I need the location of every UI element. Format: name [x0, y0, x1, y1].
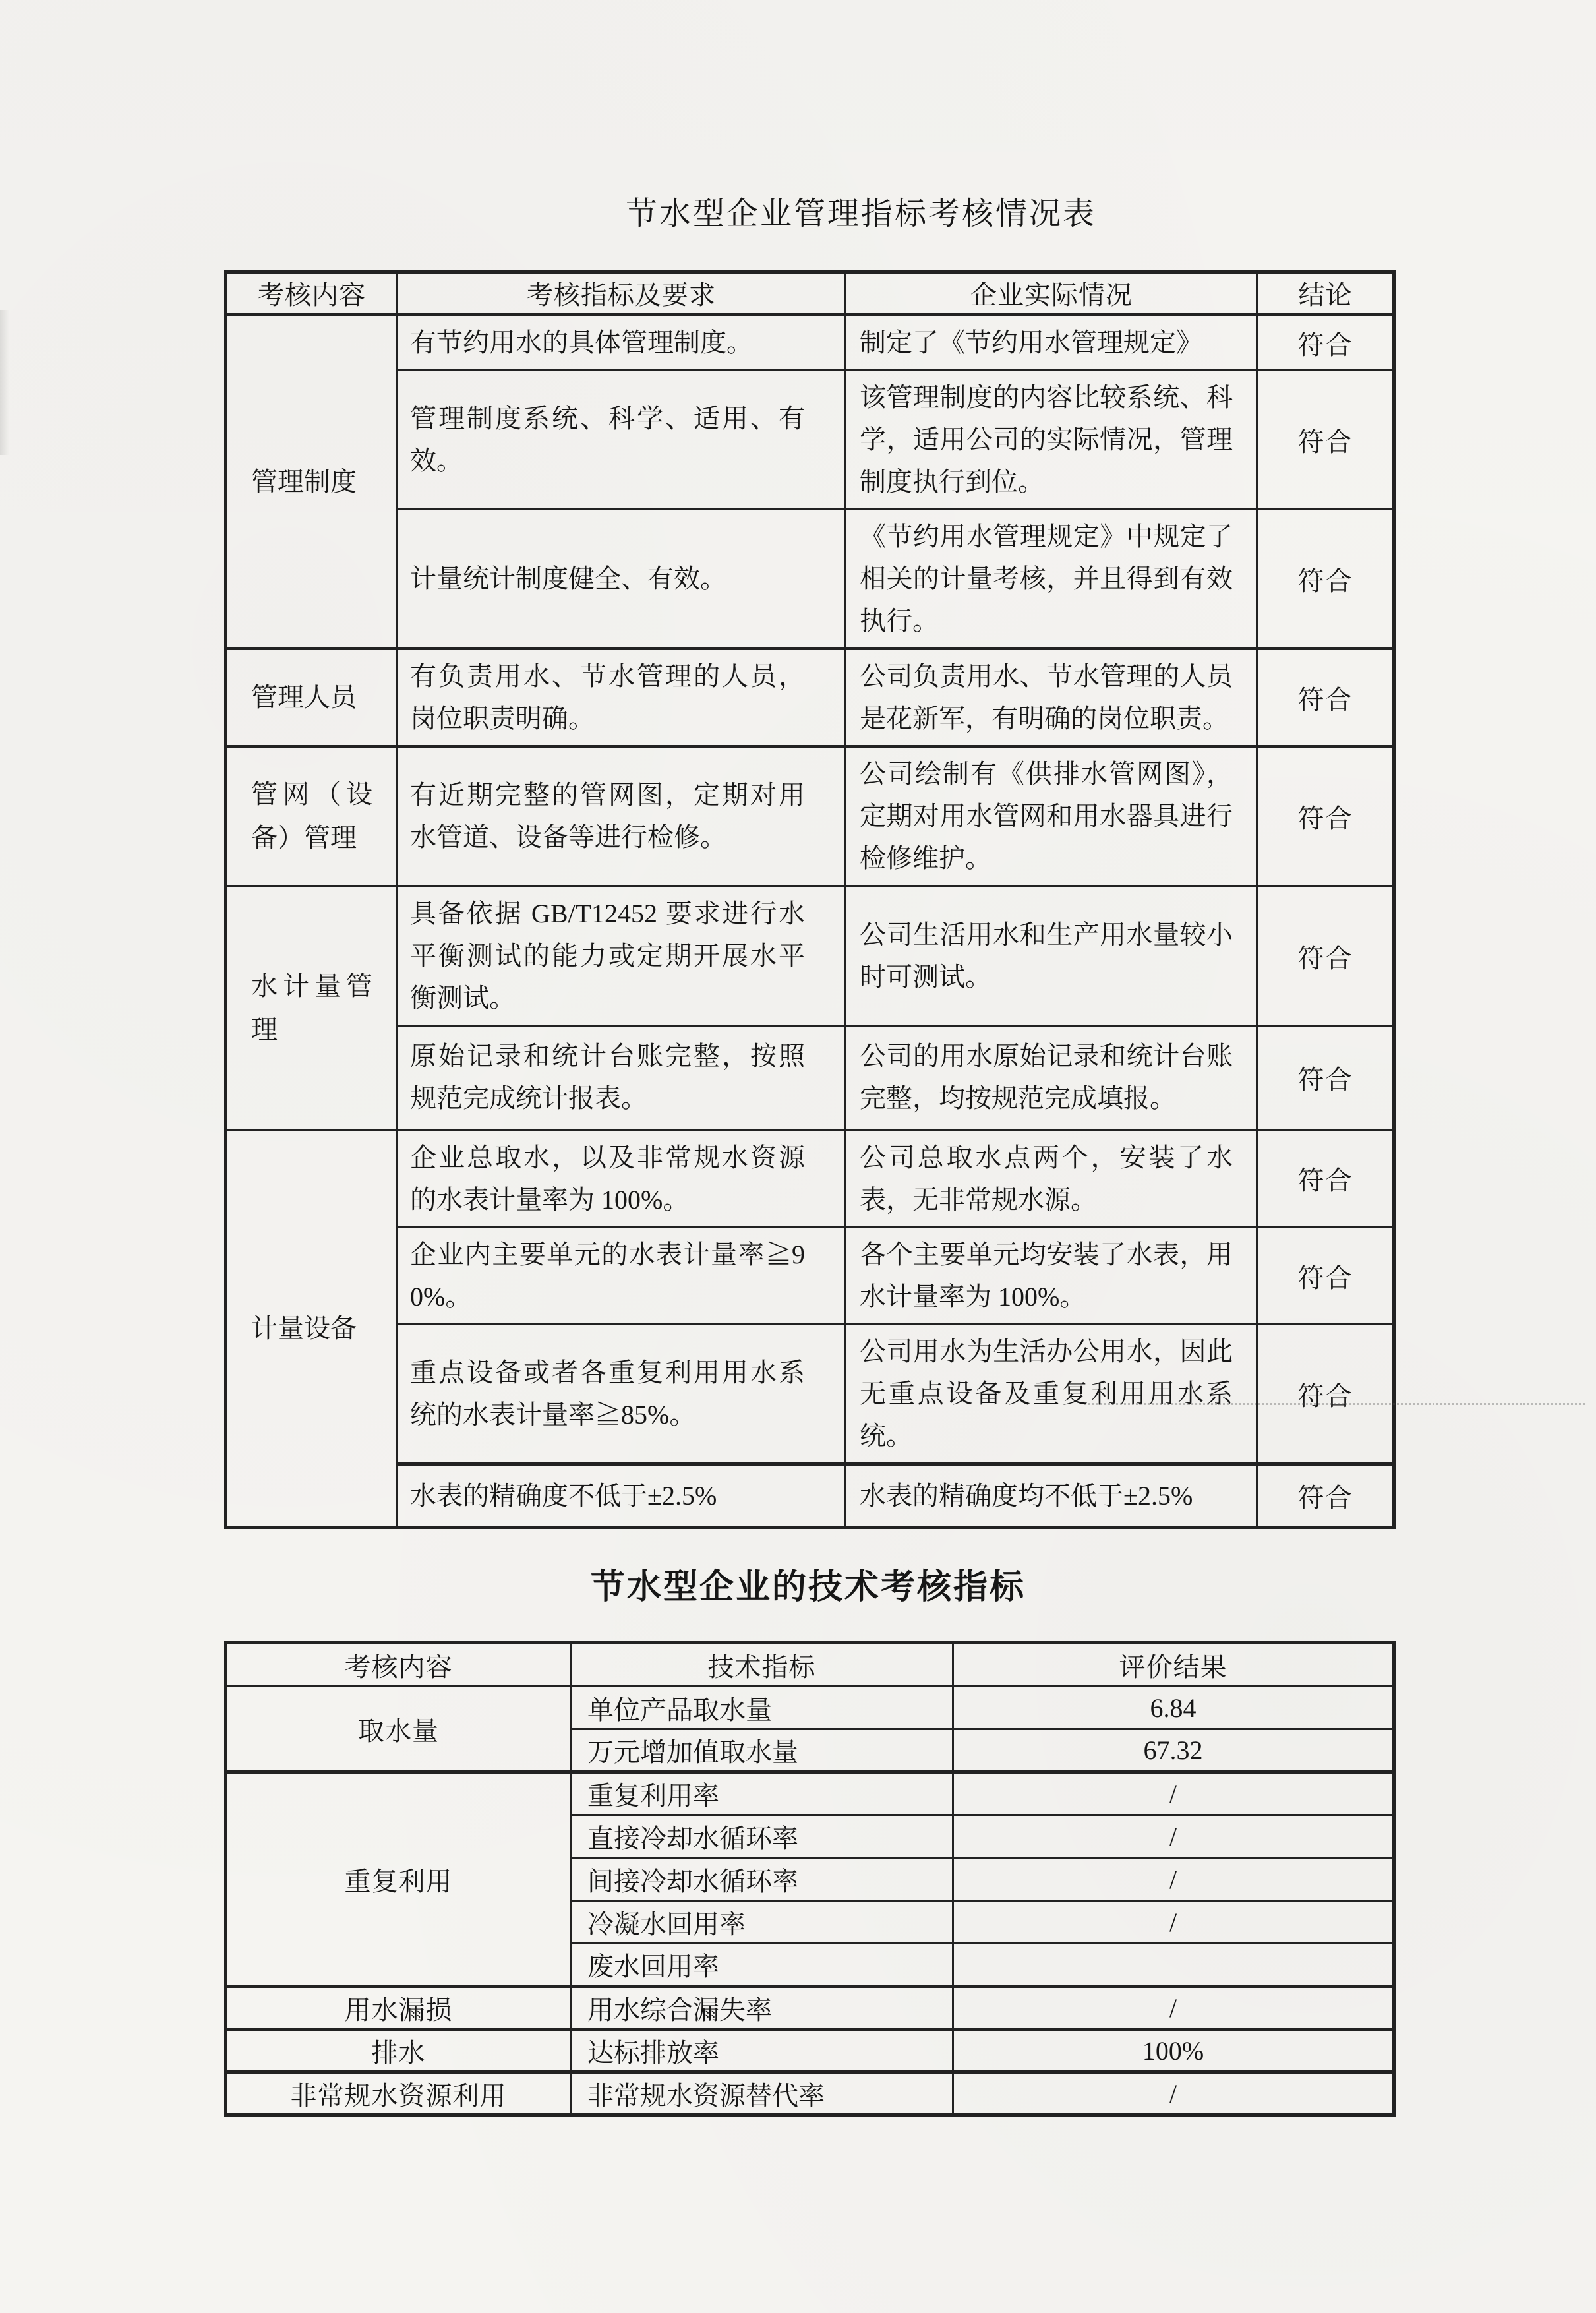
conclusion-cell: 符合 [1258, 1026, 1394, 1130]
scan-dotted-artifact [1088, 1403, 1585, 1405]
metric-cell: 废水回用率 [571, 1944, 953, 1987]
header-cell-indicator: 考核指标及要求 [398, 272, 846, 315]
table-header-row [226, 272, 1394, 315]
actual-cell: 公司用水为生活办公用水，因此无重点设备及重复利用用水系统。 [846, 1325, 1258, 1464]
value-cell: / [953, 1815, 1394, 1858]
metric-cell: 冷凝水回用率 [571, 1901, 953, 1944]
group-cell-management-personnel: 管理人员 [226, 649, 398, 746]
indicator-cell: 原始记录和统计台账完整，按照规范完成统计报表。 [398, 1026, 846, 1130]
conclusion-cell: 符合 [1258, 1464, 1394, 1528]
conclusion-cell: 符合 [1258, 649, 1394, 746]
group-cell-management-system: 管理制度 [226, 315, 398, 649]
actual-cell: 公司绘制有《供排水管网图》，定期对用水管网和用水器具进行检修维护。 [846, 746, 1258, 886]
metric-cell: 间接冷却水循环率 [571, 1858, 953, 1901]
indicator-cell: 企业内主要单元的水表计量率≧90%。 [398, 1228, 846, 1325]
indicator-cell: 有节约用水的具体管理制度。 [398, 315, 846, 371]
table-row [226, 649, 1394, 746]
metric-cell: 重复利用率 [571, 1772, 953, 1815]
header-cell-technical-indicator: 技术指标 [571, 1643, 953, 1687]
table-row [226, 1987, 1394, 2029]
table-row [226, 510, 1394, 649]
metric-cell: 非常规水资源替代率 [571, 2072, 953, 2115]
actual-cell: 公司生活用水和生产用水量较小时可测试。 [846, 886, 1258, 1026]
group-cell-water-metering-management: 水计量管理 [226, 886, 398, 1130]
metric-cell: 单位产品取水量 [571, 1687, 953, 1729]
metric-cell: 达标排放率 [571, 2029, 953, 2072]
value-cell: / [953, 2072, 1394, 2115]
document-content [224, 0, 1392, 2117]
table-row [226, 1772, 1394, 1815]
indicator-cell: 计量统计制度健全、有效。 [398, 510, 846, 649]
conclusion-cell: 符合 [1258, 1228, 1394, 1325]
actual-cell: 水表的精确度均不低于±2.5% [846, 1464, 1258, 1528]
table-row [226, 315, 1394, 371]
table-row [226, 1228, 1394, 1325]
table-row [226, 1026, 1394, 1130]
value-cell [953, 1944, 1394, 1987]
value-cell: 67.32 [953, 1729, 1394, 1772]
actual-cell: 公司的用水原始记录和统计台账完整，均按规范完成填报。 [846, 1026, 1258, 1130]
table-row [226, 1325, 1394, 1464]
table-row [226, 371, 1394, 510]
table2-title: 节水型企业的技术考核指标 [590, 1568, 1026, 1606]
technical-indicators-table [224, 1641, 1396, 2117]
value-cell: / [953, 1987, 1394, 2029]
actual-cell: 公司总取水点两个，安装了水表，无非常规水源。 [846, 1130, 1258, 1228]
value-cell: 100% [953, 2029, 1394, 2072]
group-cell-pipe-network: 管网（设备）管理 [226, 746, 398, 886]
header-cell-actual: 企业实际情况 [846, 272, 1258, 315]
group-cell-drainage: 排水 [226, 2029, 571, 2072]
indicator-cell: 有近期完整的管网图，定期对用水管道、设备等进行检修。 [398, 746, 846, 886]
header-cell-evaluation-result: 评价结果 [953, 1643, 1394, 1687]
metric-cell: 万元增加值取水量 [571, 1729, 953, 1772]
value-cell: / [953, 1772, 1394, 1815]
actual-cell: 公司负责用水、节水管理的人员是花新军，有明确的岗位职责。 [846, 649, 1258, 746]
indicator-cell: 水表的精确度不低于±2.5% [398, 1464, 846, 1528]
indicator-cell: 重点设备或者各重复利用用水系统的水表计量率≧85%。 [398, 1325, 846, 1464]
table-row [226, 886, 1394, 1026]
conclusion-cell: 符合 [1258, 1325, 1394, 1464]
header-cell-content: 考核内容 [226, 1643, 571, 1687]
conclusion-cell: 符合 [1258, 1130, 1394, 1228]
table-header-row [226, 1643, 1394, 1687]
group-cell-metering-equipment: 计量设备 [226, 1130, 398, 1528]
conclusion-cell: 符合 [1258, 886, 1394, 1026]
value-cell: 6.84 [953, 1687, 1394, 1729]
indicator-cell: 企业总取水，以及非常规水资源的水表计量率为 100%。 [398, 1130, 846, 1228]
table-row [226, 1464, 1394, 1528]
actual-cell: 该管理制度的内容比较系统、科学，适用公司的实际情况，管理制度执行到位。 [846, 371, 1258, 510]
actual-cell: 各个主要单元均安装了水表，用水计量率为 100%。 [846, 1228, 1258, 1325]
scan-edge-smudge [0, 310, 9, 455]
group-cell-water-leakage: 用水漏损 [226, 1987, 571, 2029]
header-cell-content: 考核内容 [226, 272, 398, 315]
table-row [226, 746, 1394, 886]
header-cell-conclusion: 结论 [1258, 272, 1394, 315]
conclusion-cell: 符合 [1258, 510, 1394, 649]
actual-cell: 制定了《节约用水管理规定》 [846, 315, 1258, 371]
indicator-cell: 具备依据 GB/T12452 要求进行水平衡测试的能力或定期开展水平衡测试。 [398, 886, 846, 1026]
table-row [226, 2072, 1394, 2115]
indicator-cell: 有负责用水、节水管理的人员，岗位职责明确。 [398, 649, 846, 746]
conclusion-cell: 符合 [1258, 315, 1394, 371]
value-cell: / [953, 1858, 1394, 1901]
table-row [226, 1130, 1394, 1228]
metric-cell: 用水综合漏失率 [571, 1987, 953, 2029]
group-cell-water-intake: 取水量 [226, 1687, 571, 1772]
metric-cell: 直接冷却水循环率 [571, 1815, 953, 1858]
table-row [226, 2029, 1394, 2072]
value-cell: / [953, 1901, 1394, 1944]
actual-cell: 《节约用水管理规定》中规定了相关的计量考核，并且得到有效执行。 [846, 510, 1258, 649]
management-indicators-table [224, 270, 1396, 1529]
table1-title: 节水型企业管理指标考核情况表 [625, 196, 1096, 231]
group-cell-reuse: 重复利用 [226, 1772, 571, 1987]
group-cell-unconventional-water: 非常规水资源利用 [226, 2072, 571, 2115]
conclusion-cell: 符合 [1258, 371, 1394, 510]
table-row [226, 1687, 1394, 1729]
conclusion-cell: 符合 [1258, 746, 1394, 886]
indicator-cell: 管理制度系统、科学、适用、有效。 [398, 371, 846, 510]
